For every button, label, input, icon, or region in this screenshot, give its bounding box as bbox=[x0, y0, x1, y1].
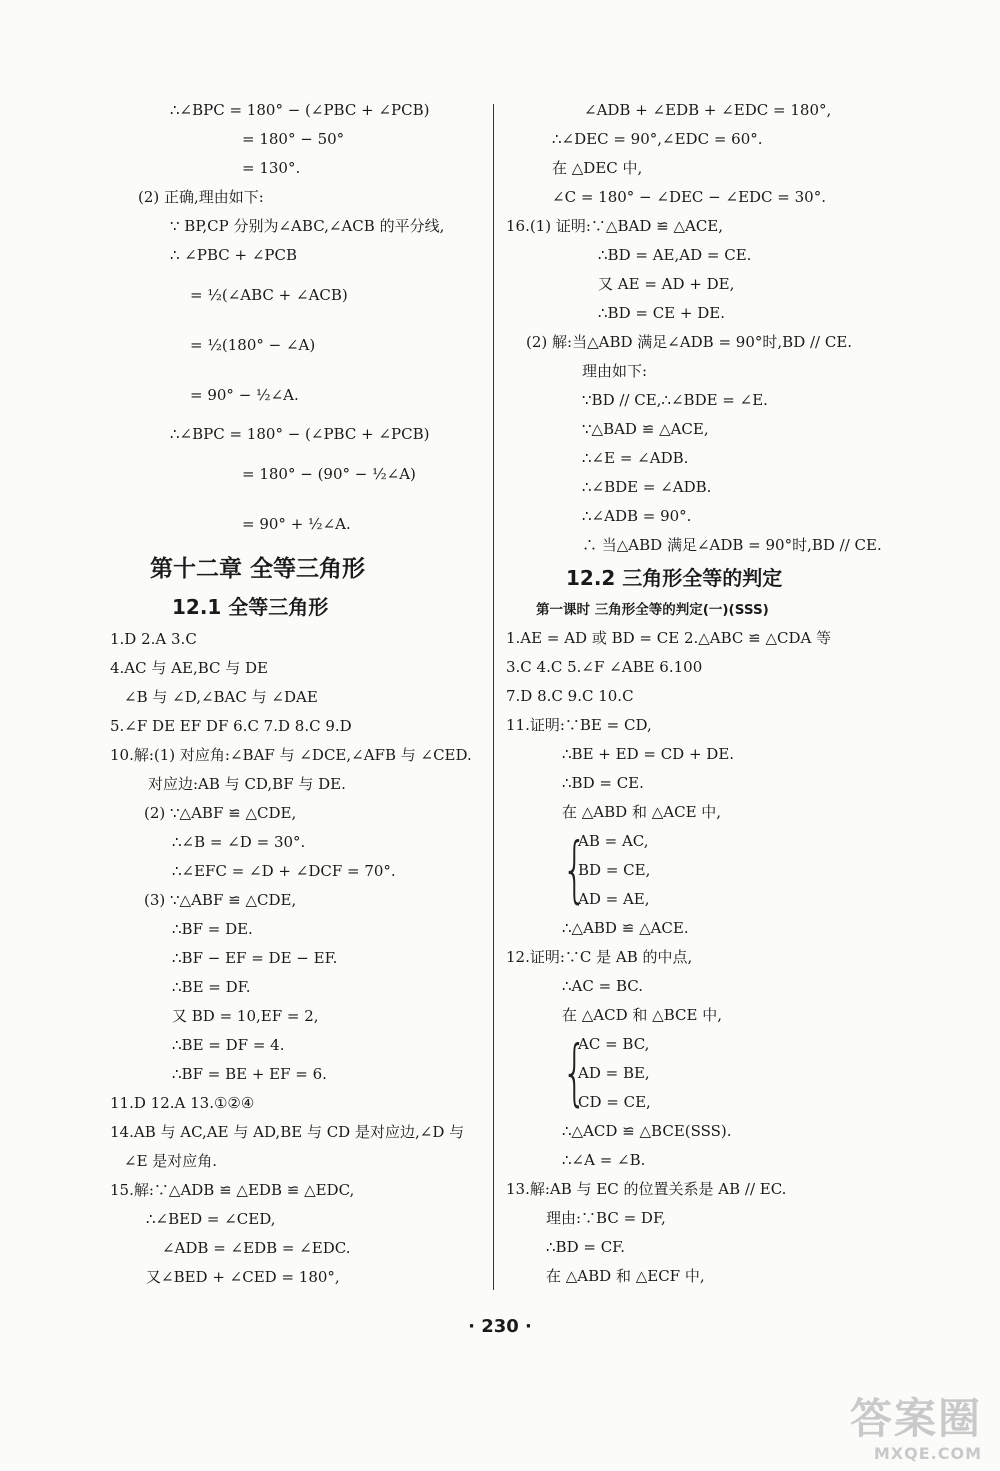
text-line: 1.AE = AD 或 BD = CE 2.△ABC ≌ △CDA 等 bbox=[506, 629, 832, 647]
text-line: 11.证明:∵BE = CD, bbox=[506, 716, 652, 734]
text-line: 在 △ABD 和 △ECF 中, bbox=[546, 1267, 705, 1285]
text-line: 12.证明:∵C 是 AB 的中点, bbox=[506, 948, 693, 966]
page-number: · 230 · bbox=[468, 1316, 532, 1337]
text-line: ∠B 与 ∠D,∠BAC 与 ∠DAE bbox=[124, 688, 318, 706]
text-line: ∴∠BPC = 180° − (∠PBC + ∠PCB) bbox=[170, 101, 430, 119]
text-line: ∵ BP,CP 分别为∠ABC,∠ACB 的平分线, bbox=[170, 217, 445, 235]
text-line: = 180° − (90° − ½∠A) bbox=[242, 465, 416, 483]
text-line: CD = CE, bbox=[578, 1093, 651, 1111]
text-line: ∠ADB + ∠EDB + ∠EDC = 180°, bbox=[584, 101, 832, 119]
text-line: ∴△ACD ≌ △BCE(SSS). bbox=[562, 1122, 732, 1140]
text-line: ∴∠E = ∠ADB. bbox=[582, 449, 689, 467]
text-line: = 90° + ½∠A. bbox=[242, 515, 351, 533]
text-line: 又 AE = AD + DE, bbox=[598, 275, 735, 293]
text-line: 又∠BED + ∠CED = 180°, bbox=[146, 1268, 340, 1286]
text-line: ∵BD // CE,∴∠BDE = ∠E. bbox=[582, 391, 768, 409]
text-line: 12.1 全等三角形 bbox=[172, 595, 329, 619]
text-line: = 90° − ½∠A. bbox=[190, 386, 299, 404]
text-line: AB = AC, { bbox=[562, 827, 649, 911]
watermark bbox=[782, 1386, 982, 1463]
text-line: ∠E 是对应角. bbox=[124, 1152, 218, 1170]
text-line: = 130°. bbox=[242, 159, 301, 177]
text-line: 15.解:∵△ADB ≌ △EDB ≌ △EDC, bbox=[110, 1181, 355, 1199]
text-line: = ½(∠ABC + ∠ACB) bbox=[190, 286, 348, 304]
text-line: 理由如下: bbox=[582, 362, 648, 380]
text-line: 1.D 2.A 3.C bbox=[110, 630, 197, 648]
text-line: ∴∠B = ∠D = 30°. bbox=[172, 833, 306, 851]
text-line: ∴AC = BC. bbox=[562, 977, 643, 995]
text-line: = ½(180° − ∠A) bbox=[190, 336, 316, 354]
text-line: AD = BE, bbox=[578, 1064, 650, 1082]
text-line: 在 △DEC 中, bbox=[552, 159, 643, 177]
text-line: ∴∠A = ∠B. bbox=[562, 1151, 646, 1169]
watermark-url: MXQE.COM bbox=[873, 1444, 982, 1463]
text-line: 7.D 8.C 9.C 10.C bbox=[506, 687, 634, 705]
text-line: ∴∠BDE = ∠ADB. bbox=[582, 478, 712, 496]
text-line: 11.D 12.A 13.①②④ bbox=[110, 1094, 255, 1112]
text-line: 第一课时 三角形全等的判定(一)(SSS) bbox=[536, 602, 769, 618]
text-line: ∴∠BPC = 180° − (∠PBC + ∠PCB) bbox=[170, 425, 430, 443]
text-line: AC = BC, { bbox=[562, 1030, 650, 1114]
text-line: ∴ 当△ABD 满足∠ADB = 90°时,BD // CE. bbox=[582, 536, 882, 554]
text-line: 10.解:(1) 对应角:∠BAF 与 ∠DCE,∠AFB 与 ∠CED. bbox=[110, 746, 472, 764]
text-line: ∴BD = CF. bbox=[546, 1238, 626, 1256]
text-line: ∴ ∠PBC + ∠PCB bbox=[170, 246, 298, 264]
column-divider bbox=[493, 104, 494, 1290]
right-column bbox=[506, 96, 906, 1291]
text-line: = 180° − 50° bbox=[242, 130, 345, 148]
curly-brace-icon: { bbox=[562, 827, 588, 911]
left-column bbox=[110, 96, 488, 1292]
text-line: ∠C = 180° − ∠DEC − ∠EDC = 30°. bbox=[552, 188, 826, 206]
text-line: 13.解:AB 与 EC 的位置关系是 AB // EC. bbox=[506, 1180, 787, 1198]
text-line: ∴BE = DF. bbox=[172, 978, 251, 996]
text-line: ∴BF = BE + EF = 6. bbox=[172, 1065, 327, 1083]
text-line: 对应边:AB 与 CD,BF 与 DE. bbox=[148, 775, 346, 793]
text-line: (2) 解:当△ABD 满足∠ADB = 90°时,BD // CE. bbox=[526, 333, 853, 351]
text-line: (2) ∵△ABF ≌ △CDE, bbox=[144, 804, 297, 822]
text-line: 3.C 4.C 5.∠F ∠ABE 6.100 bbox=[506, 658, 703, 676]
text-line: ∴BD = CE + DE. bbox=[598, 304, 725, 322]
text-line: BD = CE, bbox=[578, 861, 651, 879]
text-line: 第十二章 全等三角形 bbox=[150, 556, 366, 582]
text-line: ∴BF = DE. bbox=[172, 920, 253, 938]
text-line: AD = AE, bbox=[578, 890, 650, 908]
text-line: 在 △ABD 和 △ACE 中, bbox=[562, 803, 722, 821]
curly-brace-icon: { bbox=[562, 1030, 588, 1114]
text-line: (3) ∵△ABF ≌ △CDE, bbox=[144, 891, 297, 909]
text-line: ∴BF − EF = DE − EF. bbox=[172, 949, 338, 967]
text-line: ∴∠ADB = 90°. bbox=[582, 507, 692, 525]
text-line: ∵△BAD ≌ △ACE, bbox=[582, 420, 709, 438]
text-line: 在 △ACD 和 △BCE 中, bbox=[562, 1006, 722, 1024]
text-line: ∠ADB = ∠EDB = ∠EDC. bbox=[162, 1239, 351, 1257]
text-line: ∴△ABD ≌ △ACE. bbox=[562, 919, 689, 937]
text-line: 16.(1) 证明:∵△BAD ≌ △ACE, bbox=[506, 217, 724, 235]
text-line: 又 BD = 10,EF = 2, bbox=[172, 1007, 319, 1025]
text-line: ∴∠DEC = 90°,∠EDC = 60°. bbox=[552, 130, 763, 148]
text-line: 5.∠F DE EF DF 6.C 7.D 8.C 9.D bbox=[110, 717, 352, 735]
text-line: 14.AB 与 AC,AE 与 AD,BE 与 CD 是对应边,∠D 与 bbox=[110, 1123, 465, 1141]
text-line: ∴∠BED = ∠CED, bbox=[146, 1210, 276, 1228]
text-line: ∴∠EFC = ∠D + ∠DCF = 70°. bbox=[172, 862, 396, 880]
text-line: ∴BE + ED = CD + DE. bbox=[562, 745, 735, 763]
text-line: 理由:∵BC = DF, bbox=[546, 1209, 666, 1227]
text-line: 12.2 三角形全等的判定 bbox=[566, 566, 783, 590]
text-line: ∴BE = DF = 4. bbox=[172, 1036, 285, 1054]
text-line: (2) 正确,理由如下: bbox=[138, 188, 264, 206]
text-line: ∴BD = CE. bbox=[562, 774, 644, 792]
text-line: ∴BD = AE,AD = CE. bbox=[598, 246, 752, 264]
text-line: 4.AC 与 AE,BC 与 DE bbox=[110, 659, 268, 677]
watermark-logo-text: 答案圈 bbox=[849, 1394, 982, 1443]
